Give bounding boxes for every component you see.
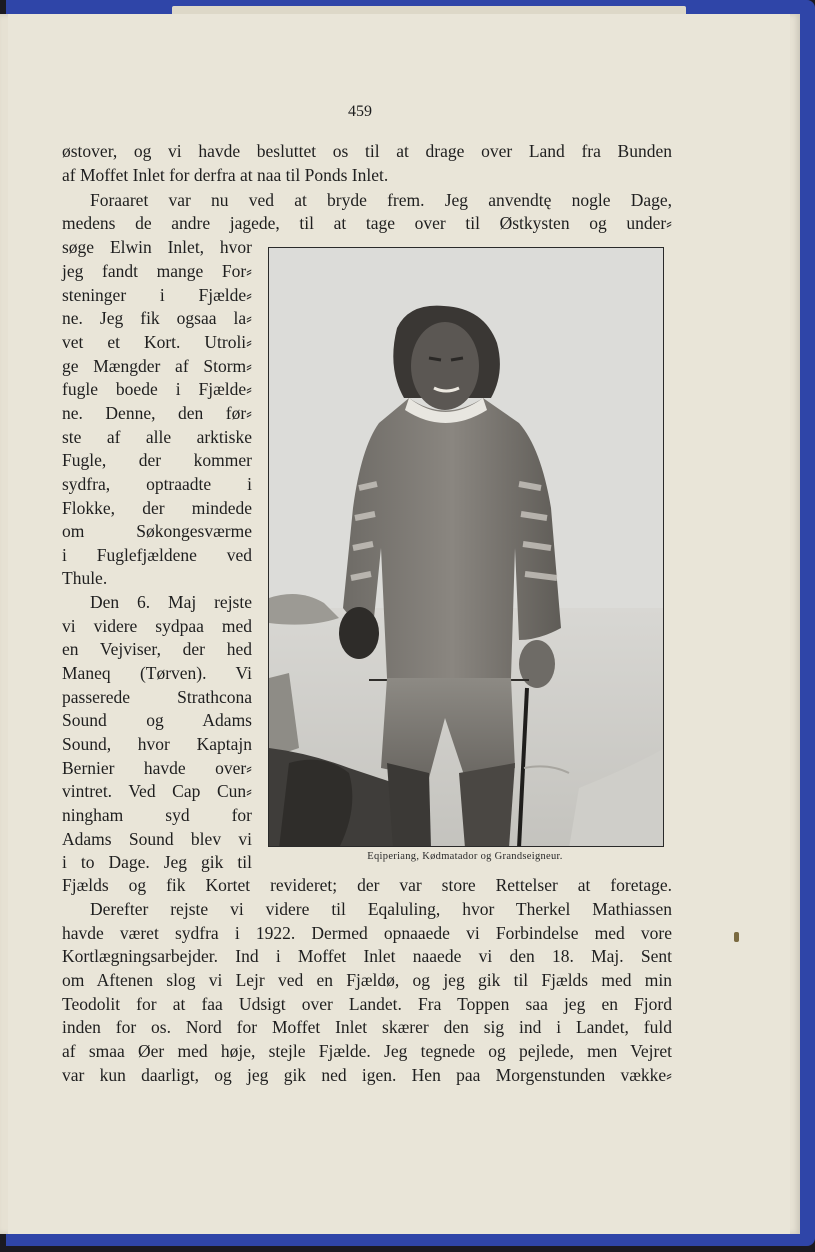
text-line: passerede Strathcona <box>62 687 252 707</box>
text-line: østover, og vi havde besluttet os til at drage over Land fra Bunden <box>62 141 672 161</box>
text-line: i Fuglefjældene ved <box>62 545 252 565</box>
text-line: ne. Denne, den før⸗ <box>62 403 252 423</box>
text-line: Flokke, der mindede <box>62 498 252 518</box>
text-line: Fugle, der kommer <box>62 450 252 470</box>
page-number: 459 <box>348 103 372 120</box>
text-line: Kortlægningsarbejder. Ind i Moffet Inlet naaede vi den 18. Maj. Sent <box>62 946 672 966</box>
text-line: jeg fandt mange For⸗ <box>62 261 252 281</box>
text-line: Teodolit for at faa Udsigt over Landet. Fra Toppen saa jeg en Fjord <box>62 994 672 1014</box>
text-line: en Vejviser, der hed <box>62 639 252 659</box>
text-line: var kun daarligt, og jeg gik ned igen. Hen paa Morgenstunden vække⸗ <box>62 1065 672 1085</box>
text-line: Maneq (Tørven). Vi <box>62 663 252 683</box>
text-line: søge Elwin Inlet, hvor <box>62 237 252 257</box>
text-line: vi videre sydpaa med <box>62 616 252 636</box>
text-line: Sound, hvor Kaptajn <box>62 734 252 754</box>
text-line: Foraaret var nu ved at bryde frem. Jeg anvendtę nogle Dage, <box>90 190 672 210</box>
text-line: om Aftenen slog vi Lejr ved en Fjældø, og jeg gik til Fjælds med min <box>62 970 672 990</box>
text-line: Bernier havde over⸗ <box>62 758 252 778</box>
text-line: af Moffet Inlet for derfra at naa til Ponds Inlet. <box>62 165 389 185</box>
text-line: ne. Jeg fik ogsaa la⸗ <box>62 308 252 328</box>
text-line: Fjælds og fik Kortet revideret; der var store Rettelser at foretage. <box>62 875 672 895</box>
portrait-photo <box>268 247 664 847</box>
text-line: i to Dage. Jeg gik til <box>62 852 252 872</box>
photo-caption: Eqiperiang, Kødmatador og Grandseigneur. <box>367 851 563 862</box>
text-line: ste af alle arktiske <box>62 427 252 447</box>
text-line: Sound og Adams <box>62 710 252 730</box>
text-line: vet et Kort. Utroli⸗ <box>62 332 252 352</box>
text-line: Derefter rejste vi videre til Eqaluling, hvor Therkel Mathiassen <box>90 899 672 919</box>
text-line: ningham syd for <box>62 805 252 825</box>
text-line: inden for os. Nord for Moffet Inlet skærer den sig ind i Landet, fuld <box>62 1017 672 1037</box>
text-line: Adams Sound blev vi <box>62 829 252 849</box>
text-line: fugle boede i Fjælde⸗ <box>62 379 252 399</box>
portrait-illustration <box>269 248 664 847</box>
text-line: Thule. <box>62 568 108 588</box>
text-line: sydfra, optraadte i <box>62 474 252 494</box>
text-line: havde været sydfra i 1922. Dermed opnaaede vi Forbindelse med vore <box>62 923 672 943</box>
text-line: steninger i Fjælde⸗ <box>62 285 252 305</box>
paper-speck <box>734 932 739 942</box>
text-line: Den 6. Maj rejste <box>90 592 252 612</box>
text-line: ge Mængder af Storm⸗ <box>62 356 252 376</box>
text-line: vintret. Ved Cap Cun⸗ <box>62 781 252 801</box>
text-line: af smaa Øer med høje, stejle Fjælde. Jeg tegnede og pejlede, men Vejret <box>62 1041 672 1061</box>
text-line: om Søkongesværme <box>62 521 252 541</box>
text-line: medens de andre jagede, til at tage over til Østkysten og under⸗ <box>62 213 672 233</box>
